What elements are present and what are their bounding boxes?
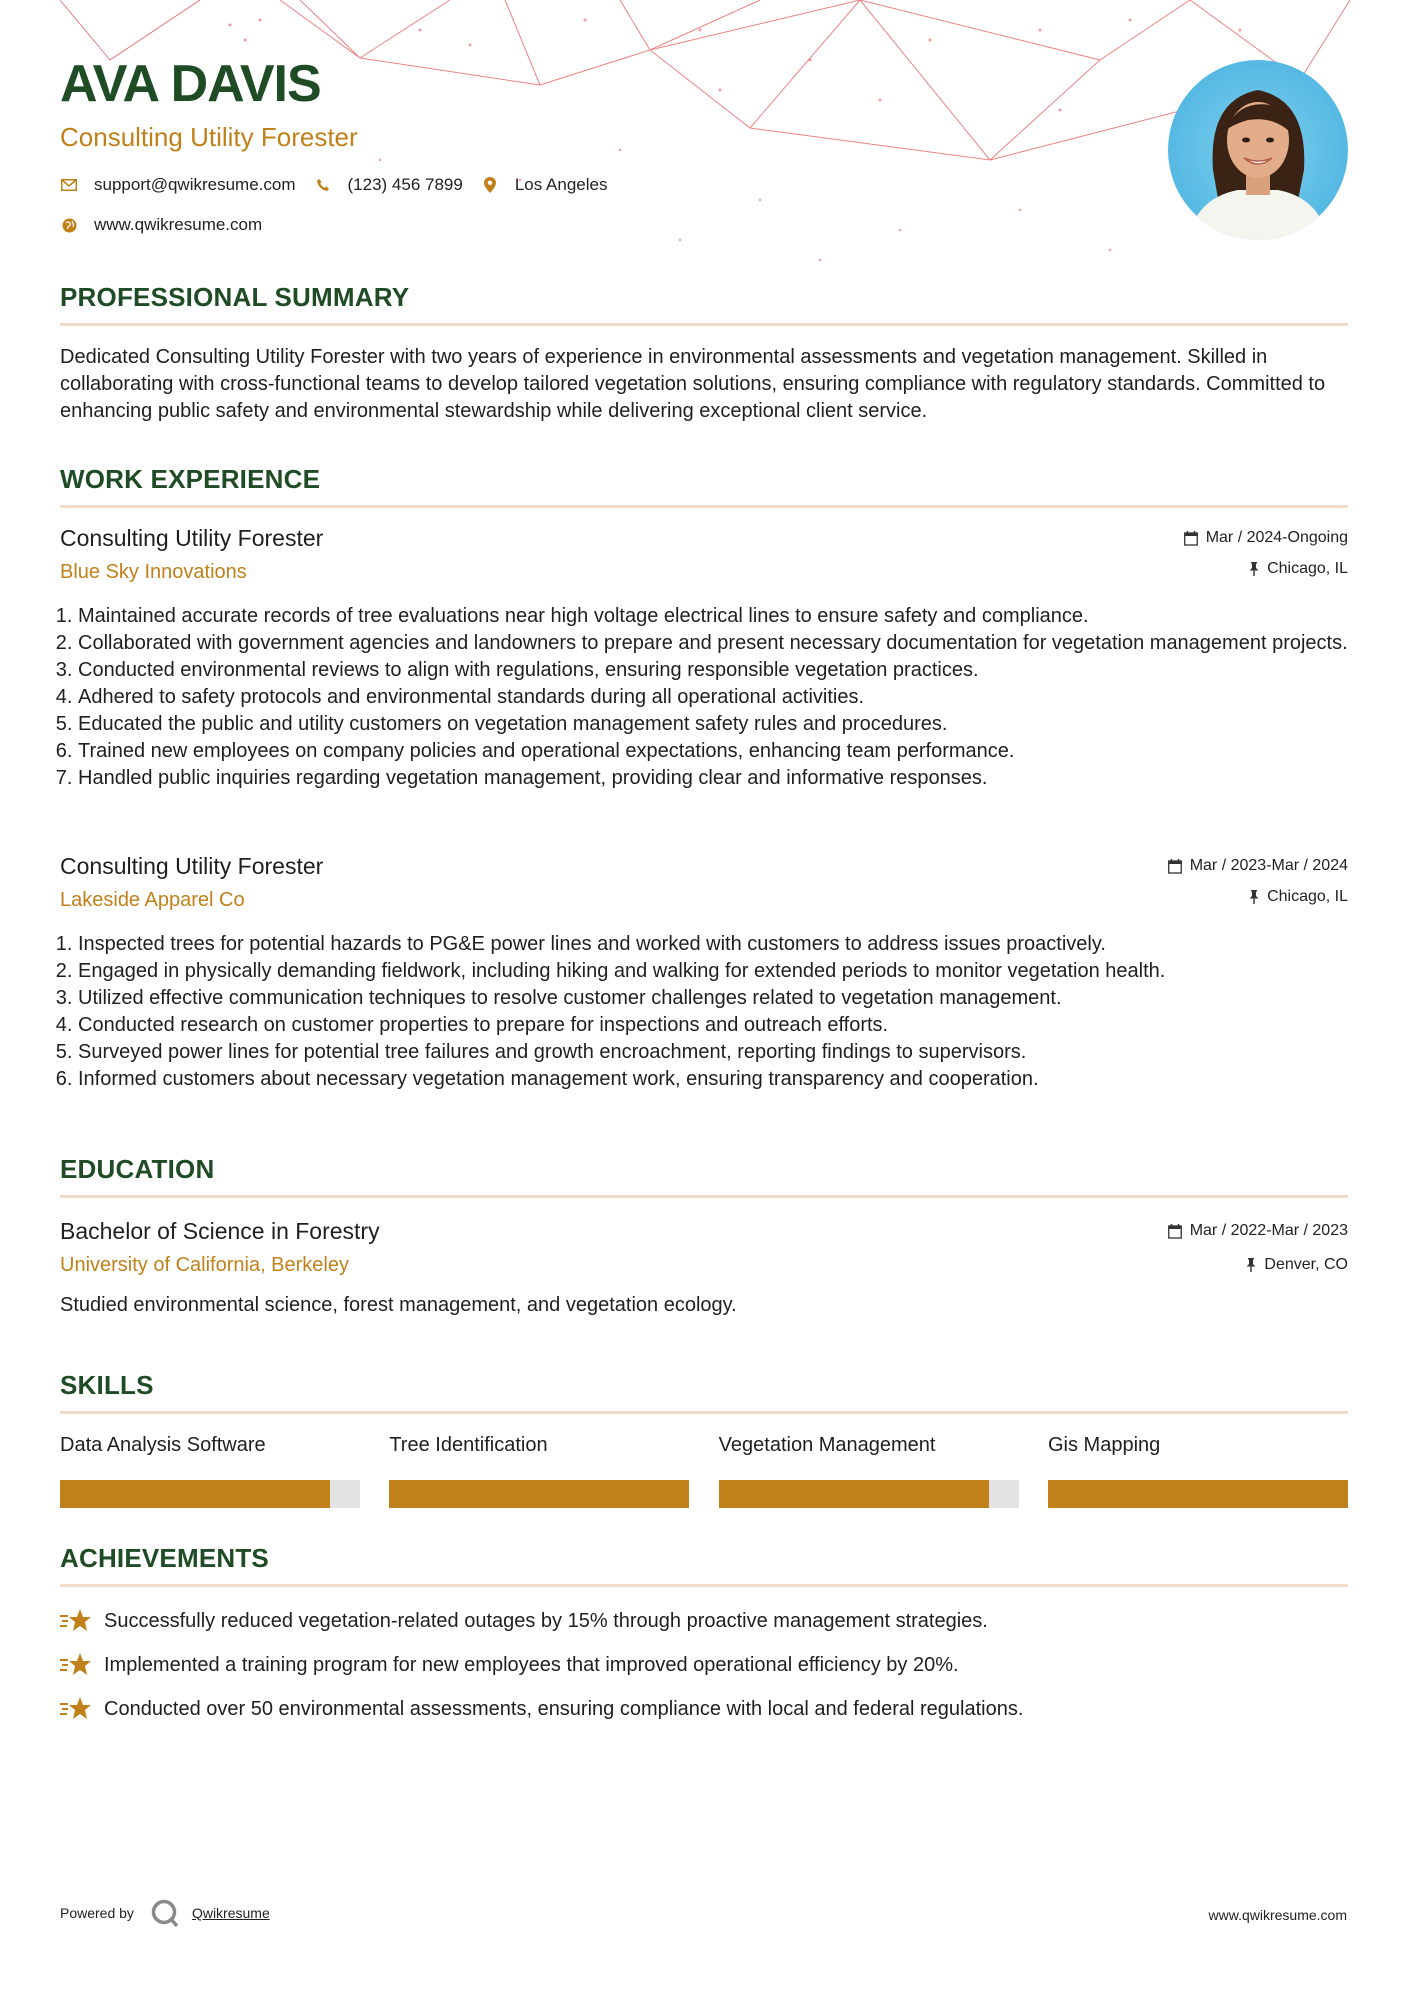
pushpin-icon [1249, 890, 1259, 904]
list-item: 4. Conducted research on customer properties to prepare for inspections and outreach efforts. [78, 1012, 1348, 1039]
school-name: University of California, Berkeley [60, 1254, 349, 1276]
section-divider [60, 505, 1348, 508]
summary-heading: PROFESSIONAL SUMMARY [60, 282, 410, 312]
skills-list [60, 1434, 1348, 1508]
star-icon [60, 1607, 92, 1635]
section-divider [60, 323, 1348, 326]
list-item: 5. Educated the public and utility customers on vegetation management safety rules and procedures. [78, 711, 1348, 738]
section-divider [60, 1195, 1348, 1198]
skill-item [719, 1434, 1019, 1508]
skills-heading: SKILLS [60, 1370, 154, 1400]
job-date-text: Mar / 2023-Mar / 2024 [1189, 857, 1348, 874]
map-pin-icon [481, 176, 499, 194]
list-item: 6. Trained new employees on company policies and operational expectations, enhancing team performance. [78, 738, 1348, 765]
globe-icon [60, 216, 78, 234]
job-location-text: Chicago, IL [1267, 560, 1348, 577]
job-bullets [60, 603, 1348, 792]
section-divider [60, 1584, 1348, 1587]
achievement-item [60, 1643, 1348, 1687]
envelope-icon [60, 176, 78, 194]
powered-by-label: Powered by [60, 1905, 134, 1921]
contact-email[interactable] [60, 175, 296, 195]
list-item: 3. Utilized effective communication techniques to resolve customer challenges related to vegetation management. [78, 985, 1348, 1012]
pushpin-icon [1249, 562, 1259, 576]
skill-bar [719, 1480, 1019, 1508]
qwikresume-logo-icon [150, 1898, 180, 1928]
job-entry [60, 853, 1348, 1093]
job-company: Blue Sky Innovations [60, 561, 247, 583]
contact-website[interactable] [60, 215, 262, 235]
pushpin-icon [1246, 1258, 1256, 1272]
brand-link[interactable]: Qwikresume [191, 1905, 270, 1921]
section-divider [60, 1411, 1348, 1414]
star-icon [60, 1651, 92, 1679]
list-item: 6. Informed customers about necessary vegetation management work, ensuring transparency and cooperation. [78, 1066, 1348, 1093]
education-description: Studied environmental science, forest management, and vegetation ecology. [60, 1294, 737, 1316]
achievement-item [60, 1599, 1348, 1643]
job-location [1249, 560, 1348, 578]
website-text: www.qwikresume.com [94, 215, 263, 234]
education-date-text: Mar / 2022-Mar / 2023 [1189, 1222, 1348, 1239]
degree-title: Bachelor of Science in Forestry [60, 1218, 380, 1244]
job-header [60, 525, 1348, 587]
skill-bar-fill [389, 1480, 689, 1508]
job-date [1168, 857, 1348, 875]
education-location [1246, 1256, 1348, 1274]
candidate-name: AVA DAVIS [60, 55, 321, 113]
calendar-icon [1168, 1224, 1182, 1239]
list-item: 4. Adhered to safety protocols and environmental standards during all operational activities. [78, 684, 1348, 711]
calendar-icon [1184, 531, 1198, 546]
experience-heading: WORK EXPERIENCE [60, 464, 321, 494]
job-header [60, 853, 1348, 915]
list-item: 2. Engaged in physically demanding fieldwork, including hiking and walking for extended periods to monitor vegetation health. [78, 958, 1348, 985]
skill-name: Data Analysis Software [60, 1434, 266, 1456]
candidate-title: Consulting Utility Forester [60, 122, 358, 152]
skill-bar-fill [60, 1480, 330, 1508]
education-date [1168, 1222, 1348, 1240]
achievement-text: Conducted over 50 environmental assessments, ensuring compliance with local and federal regulations. [104, 1697, 1024, 1720]
header [60, 55, 625, 235]
skill-name: Gis Mapping [1047, 1434, 1161, 1456]
summary-section [60, 282, 1348, 425]
contact-row [60, 175, 625, 195]
job-date [1184, 529, 1348, 547]
job-title: Consulting Utility Forester [60, 525, 324, 551]
list-item: 1. Inspected trees for potential hazards to PG&E power lines and worked with customers to address issues proactively. [78, 931, 1348, 958]
education-section [60, 1154, 1348, 1198]
achievements-section [60, 1543, 1348, 1731]
job-company: Lakeside Apparel Co [60, 889, 245, 911]
skill-bar-fill [1048, 1480, 1348, 1508]
education-heading: EDUCATION [60, 1154, 215, 1184]
location-text: Los Angeles [514, 175, 608, 194]
star-icon [60, 1695, 92, 1723]
job-entry [60, 525, 1348, 792]
skill-bar [389, 1480, 689, 1508]
summary-text: Dedicated Consulting Utility Forester with two years of experience in environmental assessments and vegetation management. Skilled in collaborating with cross-functional teams to develop tailored vegetation solutions, ensuring compliance with regulatory standards. Committed to enhancing public safety and environmental stewardship while delivering exceptional client service. [60, 346, 1326, 422]
experience-section [60, 464, 1348, 508]
phone-icon [314, 176, 332, 194]
job-location [1249, 888, 1348, 906]
education-header [60, 1218, 1348, 1280]
education-location-text: Denver, CO [1264, 1256, 1348, 1273]
job-location-text: Chicago, IL [1267, 888, 1348, 905]
avatar [1168, 60, 1348, 240]
list-item: 2. Collaborated with government agencies and landowners to prepare and present necessary documentation for vegetation management projects. [78, 630, 1348, 657]
list-item: 3. Conducted environmental reviews to align with regulations, ensuring responsible vegetation practices. [78, 657, 1348, 684]
achievement-text: Implemented a training program for new employees that improved operational efficiency by 20%. [104, 1653, 959, 1676]
job-bullets [60, 931, 1348, 1093]
calendar-icon [1168, 859, 1182, 874]
phone-text: (123) 456 7899 [347, 175, 463, 194]
contact-phone[interactable] [314, 175, 463, 195]
skill-bar-fill [719, 1480, 989, 1508]
skill-item [60, 1434, 360, 1508]
footer-powered-by [60, 1898, 270, 1928]
skills-section [60, 1370, 1348, 1508]
skill-item [389, 1434, 689, 1508]
skill-bar [60, 1480, 360, 1508]
contact-row-2 [60, 215, 625, 235]
skill-bar [1048, 1480, 1348, 1508]
achievement-item [60, 1687, 1348, 1731]
job-date-text: Mar / 2024-Ongoing [1205, 529, 1348, 546]
skill-name: Tree Identification [389, 1434, 548, 1456]
achievements-heading: ACHIEVEMENTS [60, 1543, 269, 1573]
job-title: Consulting Utility Forester [60, 853, 324, 879]
footer-website[interactable]: www.qwikresume.com [1208, 1907, 1347, 1923]
list-item: 7. Handled public inquiries regarding vegetation management, providing clear and informative responses. [78, 765, 1348, 792]
achievement-text: Successfully reduced vegetation-related outages by 15% through proactive management strategies. [104, 1609, 988, 1632]
email-text: support@qwikresume.com [94, 175, 296, 194]
list-item: 5. Surveyed power lines for potential tree failures and growth encroachment, reporting findings to supervisors. [78, 1039, 1348, 1066]
skill-name: Vegetation Management [718, 1434, 936, 1456]
education-entry [60, 1218, 1348, 1319]
contact-location [481, 175, 608, 195]
achievements-list [60, 1599, 1348, 1731]
list-item: 1. Maintained accurate records of tree evaluations near high voltage electrical lines to ensure safety and compliance. [78, 603, 1348, 630]
skill-item [1048, 1434, 1348, 1508]
